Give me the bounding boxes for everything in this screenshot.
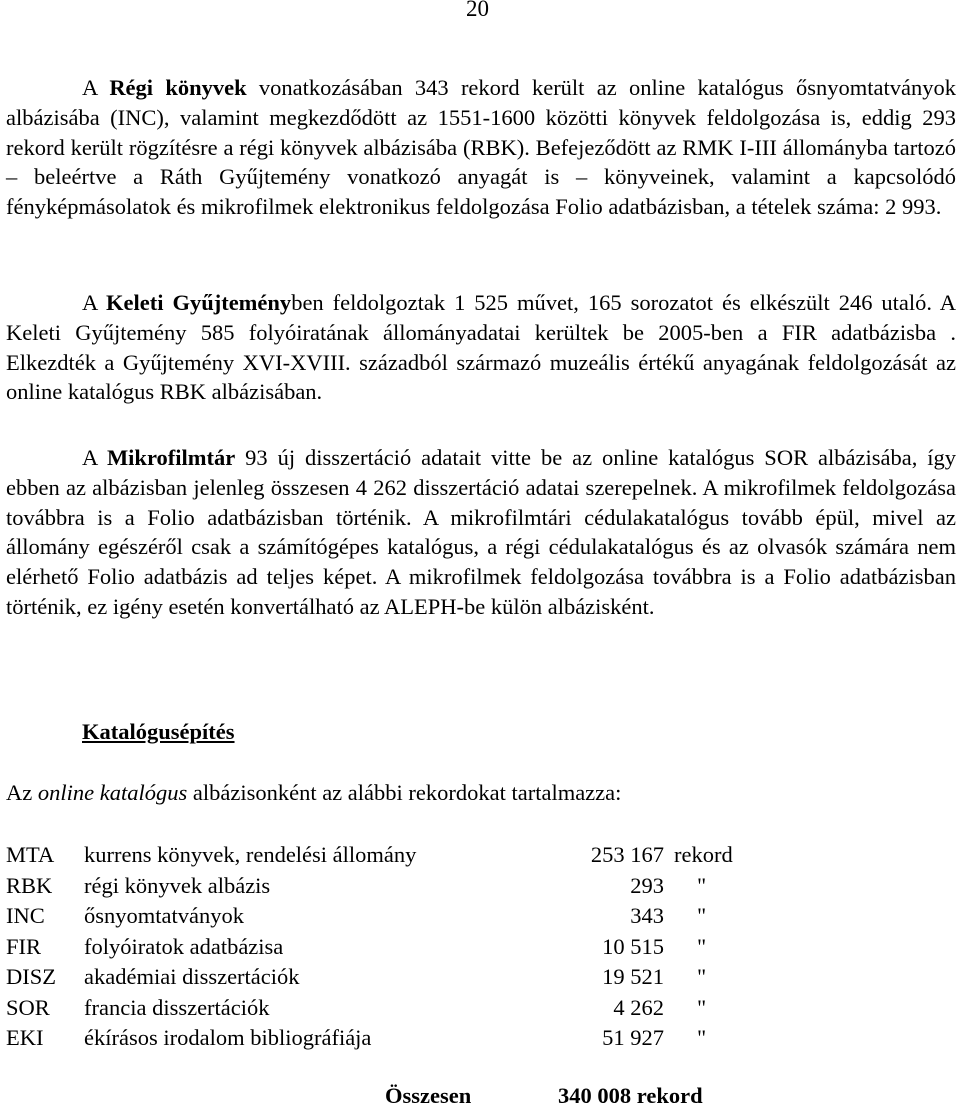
paragraph-mikrofilmtar: [6, 443, 956, 622]
table-row: [6, 871, 766, 902]
table-row: [6, 901, 766, 932]
paragraph-body: vonatkozásában 343 rekord került az online katalógus ősnyomtatványok albázisába (INC), valamint megkezdődött az 1551-1600 közötti könyvek feldolgozása is, eddig 293 rekord került rögzítésre a régi könyvek albázisába (RBK). Befejeződött az RMK I-III állományba tartozó – beleértve a Ráth Gyűjtemény vonatkozó anyagát is – könyveinek, valamint a kapcsolódó fényképmásolatok és mikrofilmek elektronikus feldolgozása Folio adatbázisban, a tételek száma: 2 993.: [6, 75, 957, 220]
paragraph-lead: A: [82, 445, 98, 470]
catalog-unit: rekord: [674, 842, 733, 867]
total-label: Összesen: [385, 1083, 472, 1108]
catalog-description: kurrens könyvek, rendelési állomány: [84, 842, 417, 867]
catalog-description: régi könyvek albázis: [84, 872, 271, 898]
intro-text-before: Az: [6, 780, 33, 805]
catalog-code: EKI: [6, 1025, 44, 1050]
total-value: 340 008 rekord: [558, 1083, 703, 1108]
catalog-unit: ": [697, 1025, 707, 1050]
paragraph-bold-term: Régi könyvek: [109, 75, 247, 100]
table-row: [6, 962, 766, 993]
section-intro: [6, 778, 621, 808]
paragraph-bold-term: Keleti Gyűjtemény: [106, 290, 292, 315]
catalog-code: RBK: [6, 872, 53, 898]
table-row: [6, 993, 766, 1024]
paragraph-lead: A: [82, 290, 98, 315]
catalog-count: 343: [630, 903, 664, 928]
catalog-unit: ": [697, 903, 707, 928]
catalog-count: 293: [630, 872, 664, 898]
catalog-unit: ": [697, 872, 707, 898]
catalog-count: 253 167: [590, 842, 664, 867]
page-number: 20: [466, 0, 489, 21]
paragraph-keleti-gyujtemeny: [6, 288, 956, 407]
paragraph-body: 93 új disszertáció adatait vitte be az online katalógus SOR albázisába, így ebben az albázisban jelenleg összesen 4 262 disszertáció adatai szerepelnek. A mikrofilmek feldolgozása továbbra is a Folio adatbázisban történik. A mikrofilmtári cédulakatalógus tovább épül, mivel az állomány egészéről csak a számítógépes katalógus, a régi cédulakatalógus és az olvasók számára nem elérhető Folio adatbázis ad teljes képet. A mikrofilmek feldolgozása továbbra is a Folio adatbázisban történik, ez igény esetén konvertálható az ALEPH-be külön albázisként.: [6, 445, 956, 619]
paragraph-regi-konyvek: [6, 73, 956, 222]
catalog-description: folyóiratok adatbázisa: [84, 933, 284, 959]
catalog-code: FIR: [6, 933, 42, 959]
catalog-unit: ": [697, 933, 707, 959]
table-row: [6, 840, 766, 871]
catalog-table: [6, 840, 766, 1054]
catalog-count: 19 521: [602, 964, 664, 989]
table-row: [6, 932, 766, 963]
paragraph-body: ben feldolgoztak 1 525 művet, 165 sorozatot és elkészült 246 utaló. A Keleti Gyűjtemény 585 folyóiratának állományadatai kerültek be 2005-ben a FIR adatbázisba . Elkezdték a Gyűjtemény XVI-XVIII. századból származó muzeális értékű anyagának feldolgozását az online katalógus RBK albázisában.: [6, 290, 957, 405]
paragraph-bold-term: Mikrofilmtár: [106, 445, 236, 470]
intro-text-after: albázisonként az alábbi rekordokat tartalmazza:: [192, 780, 622, 805]
paragraph-lead: A: [82, 75, 98, 100]
table-row: [6, 1023, 766, 1054]
catalog-code: INC: [6, 903, 45, 928]
catalog-code: SOR: [6, 994, 50, 1020]
section-heading: Katalógusépítés: [82, 719, 235, 744]
catalog-unit: ": [697, 994, 707, 1020]
catalog-code: DISZ: [6, 964, 56, 989]
catalog-table-body: [6, 840, 766, 1054]
intro-text-italic: online katalógus: [37, 780, 188, 805]
catalog-description: ősnyomtatványok: [84, 903, 244, 928]
catalog-count: 51 927: [602, 1025, 664, 1050]
catalog-code: MTA: [6, 842, 55, 867]
catalog-description: francia disszertációk: [84, 994, 270, 1020]
catalog-unit: ": [697, 964, 707, 989]
catalog-description: akadémiai disszertációk: [84, 964, 300, 989]
catalog-description: ékírásos irodalom bibliográfiája: [84, 1025, 372, 1050]
catalog-count: 4 262: [613, 994, 664, 1020]
catalog-count: 10 515: [602, 933, 664, 959]
